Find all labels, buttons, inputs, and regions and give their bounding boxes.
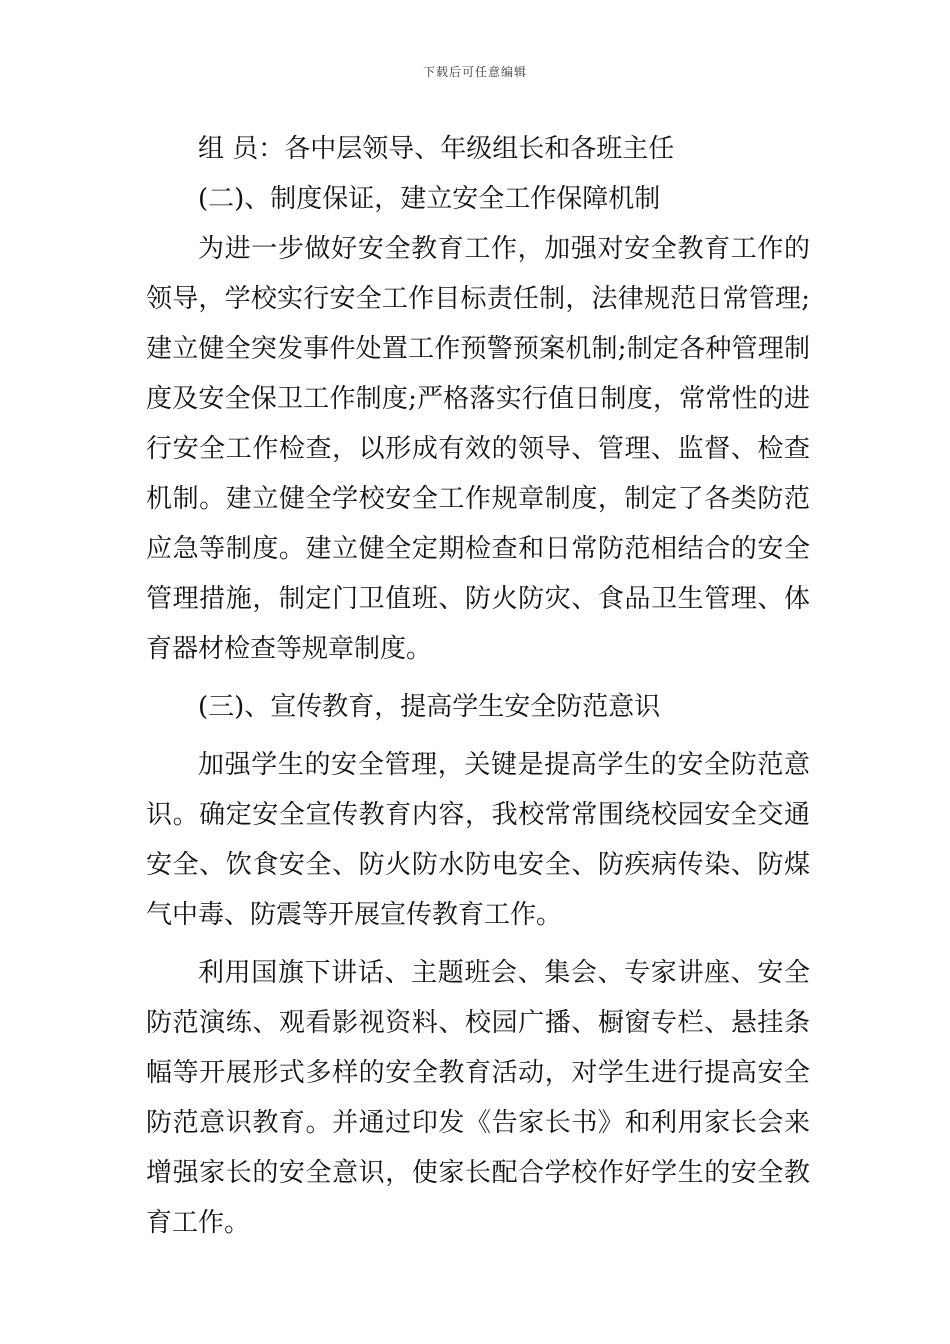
- paragraph-line: 加强学生的安全管理，关键是提高学生的安全防范意: [198, 750, 810, 780]
- paragraph-line: 行安全工作检查，以形成有效的领导、管理、监督、检查: [146, 434, 810, 464]
- paragraph-line: 领导，学校实行安全工作目标责任制，法律规范日常管理;: [146, 284, 810, 314]
- paragraph-line: 育工作。: [146, 1208, 251, 1238]
- paragraph-line: 识。确定安全宣传教育内容，我校常常围绕校园安全交通: [146, 800, 810, 830]
- paragraph-line: 防范意识教育。并通过印发《告家长书》和利用家长会来: [146, 1108, 810, 1138]
- document-body: [146, 124, 810, 1248]
- paragraph-line: 机制。建立健全学校安全工作规章制度，制定了各类防范: [146, 484, 810, 514]
- paragraph-line: 安全、饮食安全、防火防水防电安全、防疾病传染、防煤: [146, 850, 810, 880]
- section-heading-3: (三)、宣传教育，提高学生安全防范意识: [198, 692, 661, 722]
- paragraph-line: 气中毒、防震等开展宣传教育工作。: [146, 900, 563, 930]
- members-line: 组 员：各中层领导、年级组长和各班主任: [198, 134, 675, 164]
- paragraph-line: 度及安全保卫工作制度;严格落实行值日制度，常常性的进: [146, 384, 810, 414]
- paragraph-line: 应急等制度。建立健全定期检查和日常防范相结合的安全: [146, 534, 810, 564]
- paragraph-safety-awareness: [146, 740, 810, 940]
- paragraph-activities: [146, 948, 810, 1248]
- paragraph-line: 育器材检查等规章制度。: [146, 634, 433, 664]
- paragraph-line: 建立健全突发事件处置工作预警预案机制;制定各种管理制: [146, 334, 810, 364]
- page-header: 下载后可任意编辑: [422, 65, 527, 79]
- paragraph-system-guarantee: [146, 224, 810, 674]
- paragraph-line: 为进一步做好安全教育工作，加强对安全教育工作的: [198, 234, 810, 264]
- section-heading-2: (二)、制度保证，建立安全工作保障机制: [198, 184, 661, 214]
- paragraph-line: 幅等开展形式多样的安全教育活动，对学生进行提高安全: [146, 1058, 810, 1088]
- paragraph-line: 利用国旗下讲话、主题班会、集会、专家讲座、安全: [198, 958, 810, 988]
- paragraph-line: 增强家长的安全意识，使家长配合学校作好学生的安全教: [146, 1158, 810, 1188]
- paragraph-line: 管理措施，制定门卫值班、防火防灾、食品卫生管理、体: [146, 584, 810, 614]
- paragraph-line: 防范演练、观看影视资料、校园广播、橱窗专栏、悬挂条: [146, 1008, 810, 1038]
